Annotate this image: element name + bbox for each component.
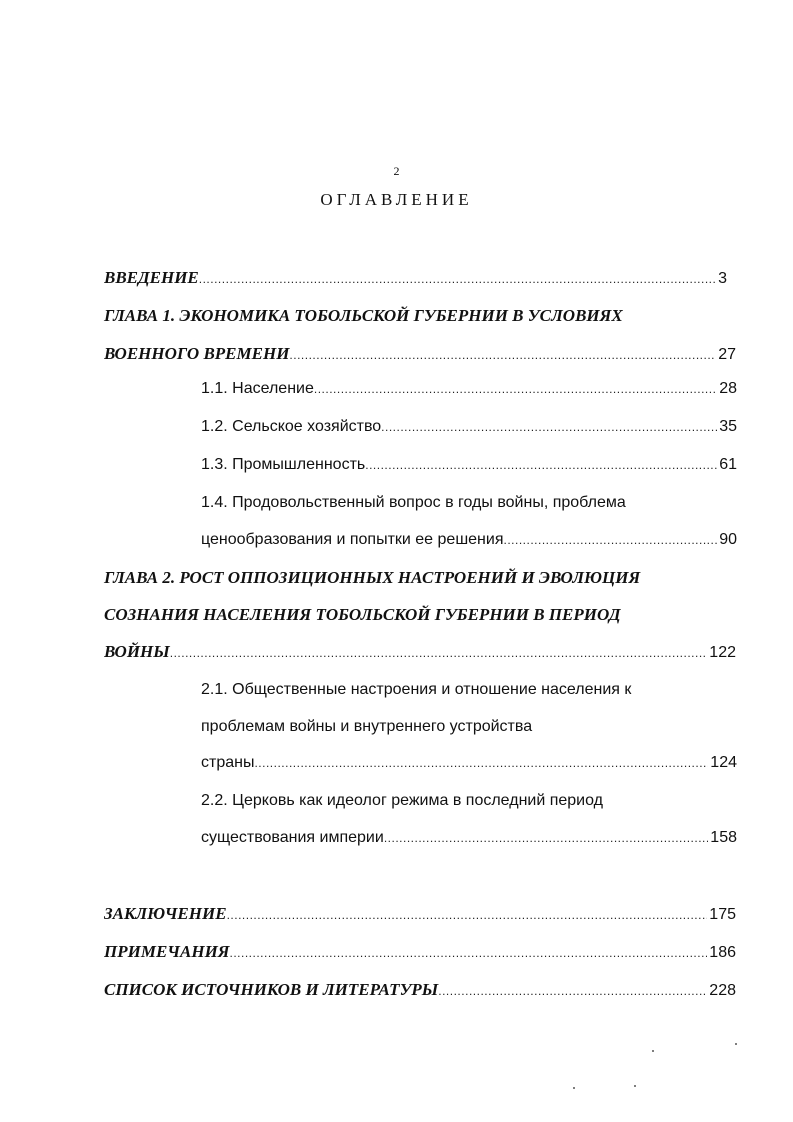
leader-dots bbox=[199, 272, 716, 286]
toc-section-2-1-title: 2.1. Общественные настроения и отношение населения к bbox=[201, 681, 632, 698]
toc-entry-section-1-1 bbox=[201, 380, 737, 398]
leader-dots bbox=[254, 756, 708, 770]
scan-speck bbox=[735, 1043, 737, 1045]
toc-entry-page: 158 bbox=[710, 829, 737, 846]
toc-entry-sources bbox=[104, 980, 736, 1000]
toc-entry-label: ЗАКЛЮЧЕНИЕ bbox=[104, 904, 227, 923]
leader-dots bbox=[503, 533, 717, 547]
toc-entry-label: страны bbox=[201, 754, 255, 771]
leader-dots bbox=[384, 831, 708, 845]
leader-dots bbox=[289, 348, 716, 362]
toc-entry-section-1-2 bbox=[201, 418, 737, 436]
toc-chapter-1-title: ГЛАВА 1. ЭКОНОМИКА ТОБОЛЬСКОЙ ГУБЕРНИИ В УСЛОВИЯХ bbox=[104, 306, 623, 325]
toc-section-2-2-title: 2.2. Церковь как идеолог режима в последний период bbox=[201, 792, 603, 809]
toc-entry-section-2-2 bbox=[201, 829, 737, 847]
toc-entry-introduction bbox=[104, 268, 727, 288]
leader-dots bbox=[365, 458, 717, 472]
leader-dots bbox=[230, 946, 708, 960]
leader-dots bbox=[381, 420, 717, 434]
toc-entry-label: ВОЙНЫ bbox=[104, 642, 170, 661]
toc-entry-page: 124 bbox=[710, 754, 737, 771]
toc-entry-section-1-3 bbox=[201, 456, 737, 474]
toc-entry-page: 186 bbox=[709, 944, 736, 961]
toc-entry-page: 175 bbox=[709, 906, 736, 923]
toc-entry-label: ВВЕДЕНИЕ bbox=[104, 268, 199, 287]
toc-entry-label: существования империи bbox=[201, 829, 384, 846]
toc-entry-label: ВОЕННОГО ВРЕМЕНИ bbox=[104, 344, 290, 363]
toc-entry-section-1-4 bbox=[201, 531, 737, 549]
toc-entry-page: 3 bbox=[718, 270, 727, 287]
toc-entry-page: 228 bbox=[709, 982, 736, 999]
toc-entry-page: 28 bbox=[719, 380, 737, 397]
scan-speck bbox=[634, 1085, 636, 1087]
toc-entry-section-2-1 bbox=[201, 754, 737, 772]
toc-entry-label: 1.2. Сельское хозяйство bbox=[201, 418, 382, 435]
toc-entry-page: 35 bbox=[719, 418, 737, 435]
toc-entry-page: 90 bbox=[719, 531, 737, 548]
page-title: ОГЛАВЛЕНИЕ bbox=[320, 190, 473, 209]
toc-entry-label: ПРИМЕЧАНИЯ bbox=[104, 942, 230, 961]
toc-chapter-2-title-cont: СОЗНАНИЯ НАСЕЛЕНИЯ ТОБОЛЬСКОЙ ГУБЕРНИИ В ПЕРИОД bbox=[104, 605, 621, 624]
toc-entry-page: 61 bbox=[719, 456, 737, 473]
toc-entry-page: 122 bbox=[709, 644, 736, 661]
toc-section-2-1-title-cont: проблемам войны и внутреннего устройства bbox=[201, 718, 533, 735]
scan-speck bbox=[652, 1050, 654, 1052]
page-number: 2 bbox=[393, 164, 400, 178]
leader-dots bbox=[170, 646, 708, 660]
toc-entry-chapter-2 bbox=[104, 642, 736, 662]
leader-dots bbox=[314, 382, 717, 396]
toc-entry-page: 27 bbox=[718, 346, 736, 363]
leader-dots bbox=[227, 908, 708, 922]
leader-dots bbox=[438, 984, 707, 998]
toc-entry-conclusion bbox=[104, 904, 736, 924]
toc-section-1-4-title: 1.4. Продовольственный вопрос в годы войны, проблема bbox=[201, 494, 626, 511]
toc-entry-label: 1.1. Население bbox=[201, 380, 314, 397]
toc-chapter-2-title: ГЛАВА 2. РОСТ ОППОЗИЦИОННЫХ НАСТРОЕНИЙ И ЭВОЛЮЦИЯ bbox=[104, 568, 641, 587]
toc-entry-chapter-1 bbox=[104, 344, 736, 364]
toc-entry-notes bbox=[104, 942, 736, 962]
toc-entry-label: СПИСОК ИСТОЧНИКОВ И ЛИТЕРАТУРЫ bbox=[104, 980, 439, 999]
scan-speck bbox=[573, 1087, 575, 1089]
toc-entry-label: 1.3. Промышленность bbox=[201, 456, 366, 473]
toc-entry-label: ценообразования и попытки ее решения bbox=[201, 531, 504, 548]
